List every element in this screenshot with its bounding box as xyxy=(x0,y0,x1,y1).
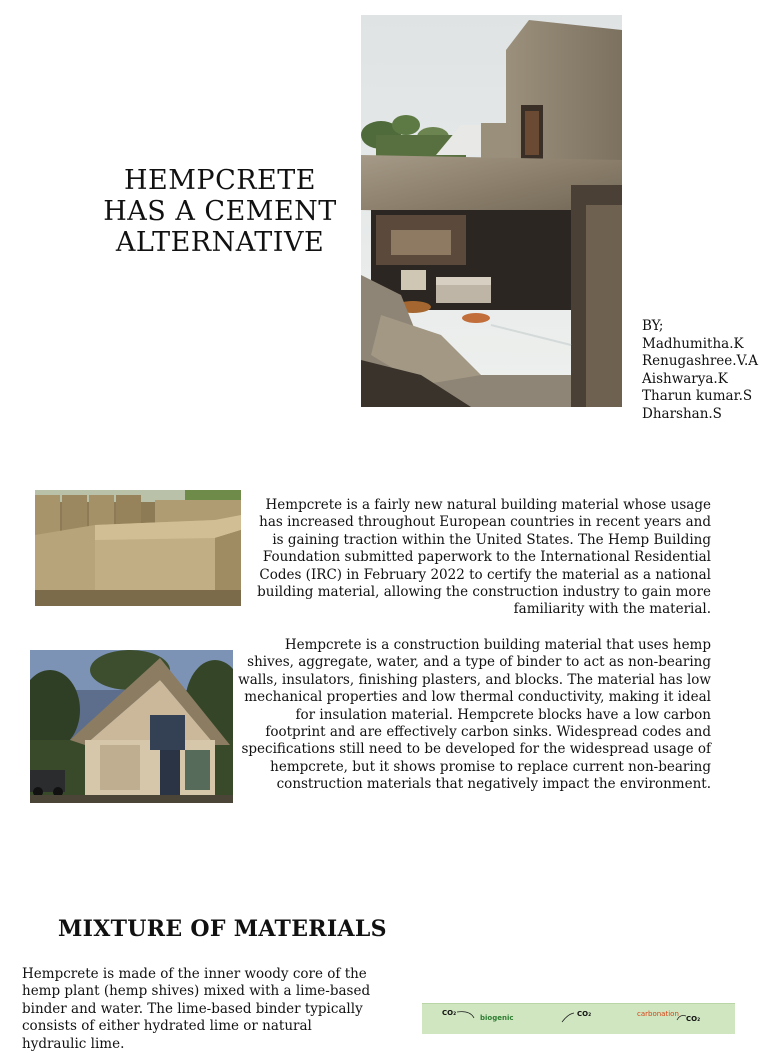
page-title xyxy=(80,165,360,258)
diagram-label: biogenic xyxy=(480,1014,514,1022)
authors-block xyxy=(642,318,768,423)
authors-heading: BY; xyxy=(642,318,664,334)
hero-house-photo xyxy=(361,15,622,407)
diagram-label: CO₂ xyxy=(442,1009,457,1017)
hempcrete-cabin-photo xyxy=(30,650,233,803)
description-paragraph: Hempcrete is a construction building material that uses hemp shives, aggregate, water, and a type of binder to act as non-bearing walls, insulators, finishing plasters, and blocks. The material has low mechanical properties and low thermal conductivity, making it ideal for insulation material. Hempcrete blocks have a low carbon footprint and are effectively carbon sinks. Widespread codes and specifications still need to be developed for the widespread usage of hempcrete, but it shows promise to replace current non-bearing construction materials that negatively impact the environment. xyxy=(238,637,711,793)
intro-paragraph: Hempcrete is a fairly new natural building material whose usage has increased throughout European countries in recent years and is gaining traction within the United States. The Hemp Building Foundation submitted paperwork to the International Residential Codes (IRC) in February 2022 to certify the material as a national building material, allowing the construction industry to gain more familiarity with the material. xyxy=(257,497,711,618)
carbon-cycle-diagram xyxy=(422,1003,735,1034)
author-name: Renugashree.V.A xyxy=(642,353,759,369)
diagram-label: CO₂ xyxy=(577,1010,592,1018)
title-line-1: HEMPCRETE xyxy=(124,165,316,196)
diagram-label: CO₂ xyxy=(686,1015,701,1023)
author-name: Aishwarya.K xyxy=(642,370,728,387)
author-name: Dharshan.S xyxy=(642,405,722,422)
title-line-3: ALTERNATIVE xyxy=(115,227,325,258)
hempcrete-blocks-photo xyxy=(35,490,241,606)
author-name: Tharun kumar.S xyxy=(642,388,753,404)
title-line-2: HAS A CEMENT xyxy=(103,196,337,227)
section-heading: MIXTURE OF MATERIALS xyxy=(58,916,387,942)
diagram-label: carbonation xyxy=(637,1010,679,1018)
author-name: Madhumitha.K xyxy=(642,335,744,352)
mixture-paragraph: Hempcrete is made of the inner woody core of the hemp plant (hemp shives) mixed with a lime-based binder and water. The lime-based binder typically consists of either hydrated lime or natural hydraulic lime. xyxy=(22,966,371,1052)
diagram-arrows xyxy=(422,1004,735,1034)
